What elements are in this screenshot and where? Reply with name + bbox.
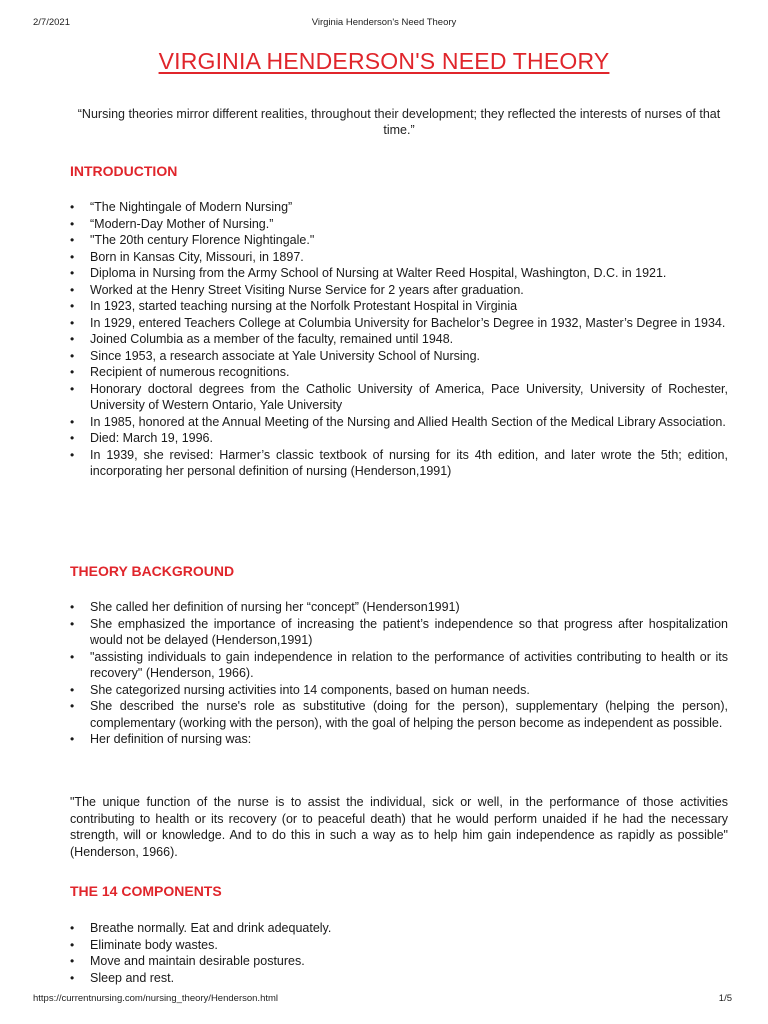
components-heading: THE 14 COMPONENTS [70, 883, 222, 899]
list-item: • In 1923, started teaching nursing at the Norfolk Protestant Hospital in Virginia [70, 298, 728, 315]
list-item: • Worked at the Henry Street Visiting Nurse Service for 2 years after graduation. [70, 282, 728, 299]
nursing-definition-quote: "The unique function of the nurse is to assist the individual, sick or well, in the performance of those activities contributing to health or its recovery (or to peaceful death) that he would perform unaided if he had the necessary strength, will or knowledge. And to do this in such a way as to help him gain independence as rapidly as possible" (Henderson, 1966). [70, 795, 728, 859]
list-item: • She called her definition of nursing her “concept” (Henderson1991) [70, 599, 728, 616]
page-title: VIRGINIA HENDERSON'S NEED THEORY [158, 48, 610, 74]
list-item: • Sleep and rest. [70, 970, 728, 987]
theory-background-heading: THEORY BACKGROUND [70, 563, 235, 579]
list-item: • Died: March 19, 1996. [70, 430, 728, 447]
print-date: 2/7/2021 [33, 17, 70, 28]
list-item: • Born in Kansas City, Missouri, in 1897. [70, 249, 728, 266]
list-item: • In 1929, entered Teachers College at Columbia University for Bachelor’s Degree in 1932, Master’s Degree in 1934. [70, 315, 728, 332]
list-item: • Joined Columbia as a member of the faculty, remained until 1948. [70, 331, 728, 348]
page-number: 1/5 [718, 993, 732, 1004]
list-item: • Diploma in Nursing from the Army School of Nursing at Walter Reed Hospital, Washington, D.C. in 1921. [70, 265, 728, 282]
source-url: https://currentnursing.com/nursing_theory/Henderson.html [33, 993, 279, 1004]
epigraph-quote: “Nursing theories mirror different realities, throughout their development; they reflected the interests of nurses of that time.” [77, 107, 721, 137]
list-item: • "The 20th century Florence Nightingale." [70, 232, 728, 249]
introduction-list [70, 199, 728, 480]
list-item: • Since 1953, a research associate at Yale University School of Nursing. [70, 348, 728, 365]
list-item: • Move and maintain desirable postures. [70, 953, 728, 970]
list-item: • She categorized nursing activities into 14 components, based on human needs. [70, 682, 728, 699]
theory-background-list [70, 599, 728, 748]
list-item: • Her definition of nursing was: [70, 731, 728, 748]
list-item: • In 1985, honored at the Annual Meeting of the Nursing and Allied Health Section of the Medical Library Association. [70, 414, 728, 431]
list-item: • Recipient of numerous recognitions. [70, 364, 728, 381]
list-item: • Honorary doctoral degrees from the Catholic University of America, Pace University, University of Rochester, University of Western Ontario, Yale University [70, 381, 728, 414]
list-item: • She emphasized the importance of increasing the patient’s independence so that progress after hospitalization would not be delayed (Henderson,1991) [70, 616, 728, 649]
list-item: • She described the nurse's role as substitutive (doing for the person), supplementary (helping the person), complementary (working with the person), with the goal of helping the person become as independent as possible. [70, 698, 728, 731]
list-item: • Eliminate body wastes. [70, 937, 728, 954]
print-header-title: Virginia Henderson's Need Theory [311, 17, 457, 28]
components-list [70, 920, 728, 986]
list-item: • “Modern-Day Mother of Nursing.” [70, 216, 728, 233]
list-item: • “The Nightingale of Modern Nursing” [70, 199, 728, 216]
list-item: • "assisting individuals to gain independence in relation to the performance of activities contributing to health or its recovery" (Henderson, 1966). [70, 649, 728, 682]
list-item: • Breathe normally. Eat and drink adequately. [70, 920, 728, 937]
list-item: • In 1939, she revised: Harmer’s classic textbook of nursing for its 4th edition, and later wrote the 5th; edition, incorporating her personal definition of nursing (Henderson,1991) [70, 447, 728, 480]
introduction-heading: INTRODUCTION [70, 163, 178, 179]
